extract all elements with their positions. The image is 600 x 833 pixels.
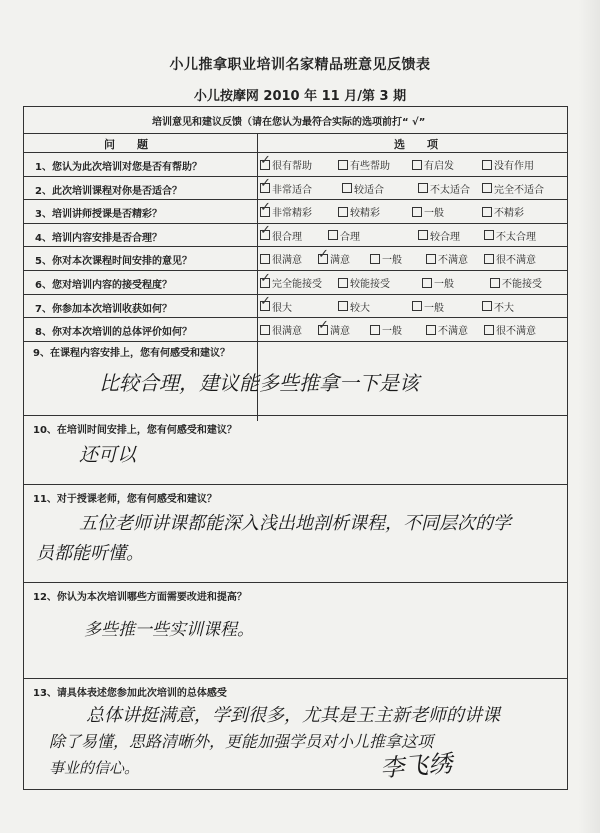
option-label: 很满意: [272, 326, 302, 338]
option[interactable]: [260, 152, 312, 172]
option[interactable]: [338, 204, 380, 219]
option[interactable]: [482, 157, 534, 172]
option[interactable]: [484, 322, 536, 337]
option[interactable]: [426, 251, 468, 266]
options-group: [260, 246, 565, 267]
option-label: 不大: [494, 302, 514, 314]
question-text: 8、你对本次培训的总体评价如何？: [35, 327, 192, 339]
option[interactable]: [412, 299, 444, 314]
question-text: 3、培训讲师授课是否精彩？: [35, 209, 162, 221]
checkbox[interactable]: [418, 183, 428, 193]
checkbox[interactable]: [490, 278, 500, 288]
checked-checkbox[interactable]: [260, 294, 271, 311]
option-label: 有些帮助: [350, 161, 390, 172]
feedback-table: [23, 106, 568, 790]
question-row-3: [24, 200, 567, 224]
option-label: 一般: [424, 302, 444, 314]
option-label: 较适合: [354, 184, 384, 196]
options-group: [260, 294, 565, 315]
question-text: 4、培训内容安排是否合理？: [35, 232, 162, 244]
options-column-header: 选 项: [394, 138, 438, 151]
open-question-label: 9、在课程内容安排上，您有何感受和建议？: [33, 348, 230, 359]
option-label: 很满意: [272, 255, 302, 267]
checked-checkbox[interactable]: [260, 176, 271, 193]
option[interactable]: [342, 181, 384, 196]
option[interactable]: [412, 204, 444, 219]
checkbox[interactable]: [426, 325, 436, 335]
checkbox[interactable]: [426, 254, 436, 264]
option[interactable]: [260, 322, 302, 337]
question-row-6: [24, 271, 567, 295]
checkbox[interactable]: [260, 254, 270, 264]
option[interactable]: [370, 251, 402, 266]
handwritten-answer: 事业的信心。: [49, 759, 140, 777]
open-question-label: 11、对于授课老师，您有何感受和建议？: [33, 494, 217, 505]
checked-checkbox[interactable]: [260, 223, 271, 240]
handwritten-answer: 五位老师讲课都能深入浅出地剖析课程，不同层次的学: [79, 513, 511, 534]
checkbox[interactable]: [338, 207, 348, 217]
option-label: 很有帮助: [272, 161, 312, 172]
checkbox[interactable]: [338, 160, 348, 170]
open-question-10: [24, 416, 567, 485]
option[interactable]: [338, 157, 390, 172]
checkbox[interactable]: [328, 230, 338, 240]
instructions-row: [24, 107, 567, 134]
checkbox[interactable]: [482, 301, 492, 311]
option[interactable]: [260, 199, 312, 220]
checkbox[interactable]: [484, 230, 494, 240]
checkbox[interactable]: [338, 301, 348, 311]
option[interactable]: [412, 157, 454, 172]
option[interactable]: [426, 322, 468, 337]
options-group: [260, 152, 565, 173]
option-label: 很不满意: [496, 326, 536, 338]
checkbox[interactable]: [412, 160, 422, 170]
handwritten-answer: 员都能听懂。: [36, 543, 144, 564]
question-text: 2、此次培训课程对你是否适合？: [35, 185, 182, 197]
option[interactable]: [260, 251, 302, 266]
open-question-label: 12、你认为本次培训哪些方面需要改进和提高？: [33, 592, 247, 603]
option-label: 满意: [330, 326, 350, 338]
option[interactable]: [418, 181, 470, 196]
question-column-header: 问 题: [104, 138, 148, 151]
handwritten-answer: 比较合理，建议能多些推拿一下是该: [99, 371, 419, 395]
option[interactable]: [482, 299, 514, 314]
question-row-1: [24, 153, 567, 177]
open-question-9: [24, 339, 567, 416]
checkbox[interactable]: [484, 254, 494, 264]
option-label: 完全不适合: [494, 184, 544, 196]
option[interactable]: [328, 228, 360, 243]
option[interactable]: [422, 275, 454, 290]
option-label: 不能接受: [502, 279, 542, 290]
option[interactable]: [490, 275, 542, 290]
check-mark-icon: ✓: [260, 199, 271, 215]
check-mark-icon: ✓: [260, 223, 271, 239]
option-label: 一般: [382, 326, 402, 338]
option-label: 很合理: [272, 231, 302, 243]
checked-checkbox[interactable]: [260, 152, 271, 170]
option-label: 合理: [340, 231, 360, 243]
option[interactable]: [260, 176, 312, 196]
checked-checkbox[interactable]: [260, 270, 271, 288]
open-question-label: 10、在培训时间安排上，您有何感受和建议？: [33, 425, 237, 436]
option[interactable]: [260, 270, 322, 290]
handwritten-answer: 多些推一些实训课程。: [84, 620, 254, 640]
checkbox[interactable]: [260, 325, 270, 335]
checkbox[interactable]: [482, 183, 492, 193]
option[interactable]: [484, 251, 536, 266]
question-row-2: [24, 177, 567, 201]
form-title: 小儿推拿职业培训名家精品班意见反馈表: [169, 57, 431, 73]
option[interactable]: [318, 246, 350, 267]
option-label: 完全能接受: [272, 279, 322, 290]
checkbox[interactable]: [370, 325, 380, 335]
option-label: 不精彩: [494, 208, 524, 220]
option-label: 一般: [434, 279, 454, 290]
option[interactable]: [482, 181, 544, 196]
question-text: 6、您对培训内容的接受程度？: [35, 280, 172, 291]
options-group: [260, 317, 565, 338]
question-text: 1、您认为此次培训对您是否有帮助？: [35, 162, 202, 173]
option-label: 一般: [424, 208, 444, 220]
option-label: 不太适合: [430, 184, 470, 196]
question-row-7: [24, 295, 567, 319]
checked-checkbox[interactable]: [318, 317, 329, 335]
option[interactable]: [482, 204, 524, 219]
option-label: 较大: [350, 302, 370, 314]
options-group: [260, 223, 565, 244]
checkbox[interactable]: [484, 325, 494, 335]
checkbox[interactable]: [412, 301, 422, 311]
checkbox[interactable]: [338, 278, 348, 288]
check-mark-icon: ✓: [260, 176, 271, 192]
question-row-4: [24, 224, 567, 248]
option-label: 不太合理: [496, 231, 536, 243]
handwritten-answer: 还可以: [79, 444, 137, 466]
option-label: 很不满意: [496, 255, 536, 267]
question-row-5: [24, 247, 567, 271]
option-label: 没有作用: [494, 161, 534, 172]
checkbox[interactable]: [422, 278, 432, 288]
checkbox[interactable]: [370, 254, 380, 264]
option-label: 较精彩: [350, 208, 380, 220]
option-label: 较能接受: [350, 279, 390, 290]
options-group: [260, 199, 565, 220]
instructions-text: 培训意见和建议反馈（请在您认为最符合实际的选项前打“ √”: [152, 117, 426, 128]
form-subtitle: 小儿按摩网 2010 年 11 月/第 3 期: [193, 89, 407, 104]
option[interactable]: [418, 228, 460, 243]
option[interactable]: [338, 299, 370, 314]
option-label: 满意: [330, 255, 350, 267]
options-group: [260, 176, 565, 197]
option-label: 不满意: [438, 255, 468, 267]
checkbox[interactable]: [412, 207, 422, 217]
option-label: 有启发: [424, 161, 454, 172]
scan-edge-shadow: [578, 0, 600, 833]
check-mark-icon: ✓: [260, 270, 271, 286]
option[interactable]: [338, 275, 390, 290]
check-mark-icon: ✓: [260, 152, 271, 168]
options-group: [260, 270, 565, 291]
option[interactable]: [484, 228, 536, 243]
checkbox[interactable]: [482, 160, 492, 170]
handwritten-answer: 除了易懂，思路清晰外，更能加强学员对小儿推拿这项: [49, 732, 434, 751]
open-question-11: [24, 485, 567, 583]
option[interactable]: [318, 317, 350, 338]
option-label: 非常精彩: [272, 208, 312, 220]
option-label: 很大: [272, 302, 292, 314]
open-question-13: [24, 679, 567, 788]
open-question-label: 13、请具体表述您参加此次培训的总体感受: [33, 688, 227, 699]
option[interactable]: [260, 294, 292, 314]
option-label: 一般: [382, 255, 402, 267]
option-label: 不满意: [438, 326, 468, 338]
check-mark-icon: ✓: [260, 294, 271, 310]
checkbox[interactable]: [482, 207, 492, 217]
option[interactable]: [370, 322, 402, 337]
check-mark-icon: ✓: [318, 317, 329, 333]
checkbox[interactable]: [418, 230, 428, 240]
open-question-12: [24, 583, 567, 679]
option[interactable]: [260, 223, 302, 243]
checked-checkbox[interactable]: [318, 246, 329, 264]
checked-checkbox[interactable]: [260, 199, 271, 217]
checkbox[interactable]: [342, 183, 352, 193]
option-label: 较合理: [430, 231, 460, 243]
check-mark-icon: ✓: [318, 246, 329, 262]
option-label: 非常适合: [272, 184, 312, 196]
signature: 李飞绣: [379, 749, 454, 783]
question-text: 5、你对本次课程时间安排的意见？: [35, 256, 192, 268]
handwritten-answer: 总体讲挺满意，学到很多，尤其是王主新老师的讲课: [86, 705, 500, 726]
question-text: 7、你参加本次培训收获如何？: [35, 303, 172, 315]
column-header-row: [24, 134, 567, 153]
